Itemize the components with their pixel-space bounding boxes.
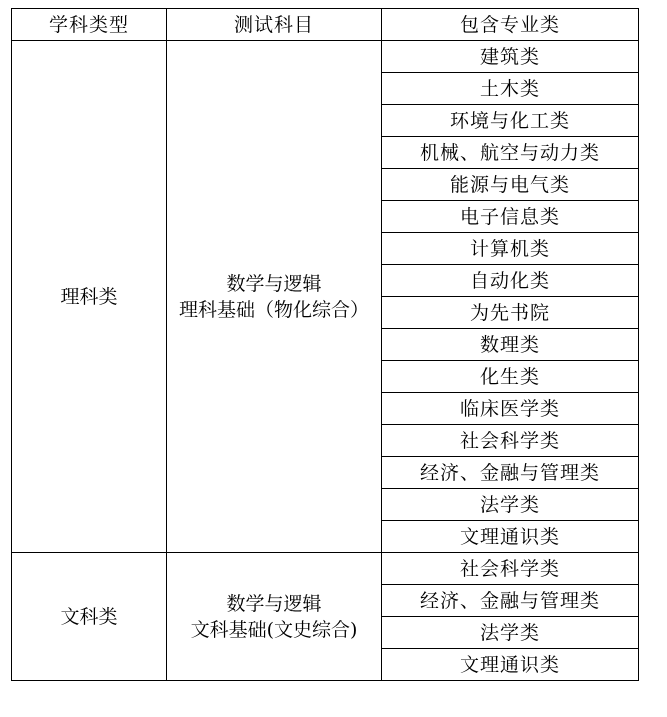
header-row	[12, 9, 639, 41]
subject-type-cell: 文科类	[12, 553, 167, 681]
major-cell: 法学类	[382, 617, 639, 649]
major-cell: 电子信息类	[382, 201, 639, 233]
major-cell: 计算机类	[382, 233, 639, 265]
major-cell: 社会科学类	[382, 553, 639, 585]
subject-category-table	[11, 8, 639, 681]
major-cell: 文理通识类	[382, 649, 639, 681]
major-cell: 机械、航空与动力类	[382, 137, 639, 169]
major-cell: 自动化类	[382, 265, 639, 297]
major-cell: 土木类	[382, 73, 639, 105]
major-cell: 经济、金融与管理类	[382, 457, 639, 489]
major-cell: 法学类	[382, 489, 639, 521]
header-test-subjects: 测试科目	[167, 9, 382, 41]
table-row	[12, 553, 639, 585]
major-cell: 环境与化工类	[382, 105, 639, 137]
subject-type-cell: 理科类	[12, 41, 167, 553]
major-cell: 数理类	[382, 329, 639, 361]
test-subjects-cell	[167, 41, 382, 553]
test-subject: 数学与逻辑	[226, 592, 322, 615]
major-cell: 建筑类	[382, 41, 639, 73]
major-cell: 社会科学类	[382, 425, 639, 457]
major-cell: 为先书院	[382, 297, 639, 329]
header-included-majors: 包含专业类	[382, 9, 639, 41]
table-row	[12, 41, 639, 73]
major-cell: 经济、金融与管理类	[382, 585, 639, 617]
table-body	[12, 41, 639, 681]
major-cell: 文理通识类	[382, 521, 639, 553]
test-subject: 数学与逻辑	[226, 272, 322, 295]
test-subject: 文科基础(文史综合)	[190, 618, 358, 641]
major-cell: 化生类	[382, 361, 639, 393]
major-cell: 能源与电气类	[382, 169, 639, 201]
major-cell: 临床医学类	[382, 393, 639, 425]
header-subject-type: 学科类型	[12, 9, 167, 41]
test-subject: 理科基础（物化综合）	[178, 298, 369, 321]
test-subjects-cell	[167, 553, 382, 681]
